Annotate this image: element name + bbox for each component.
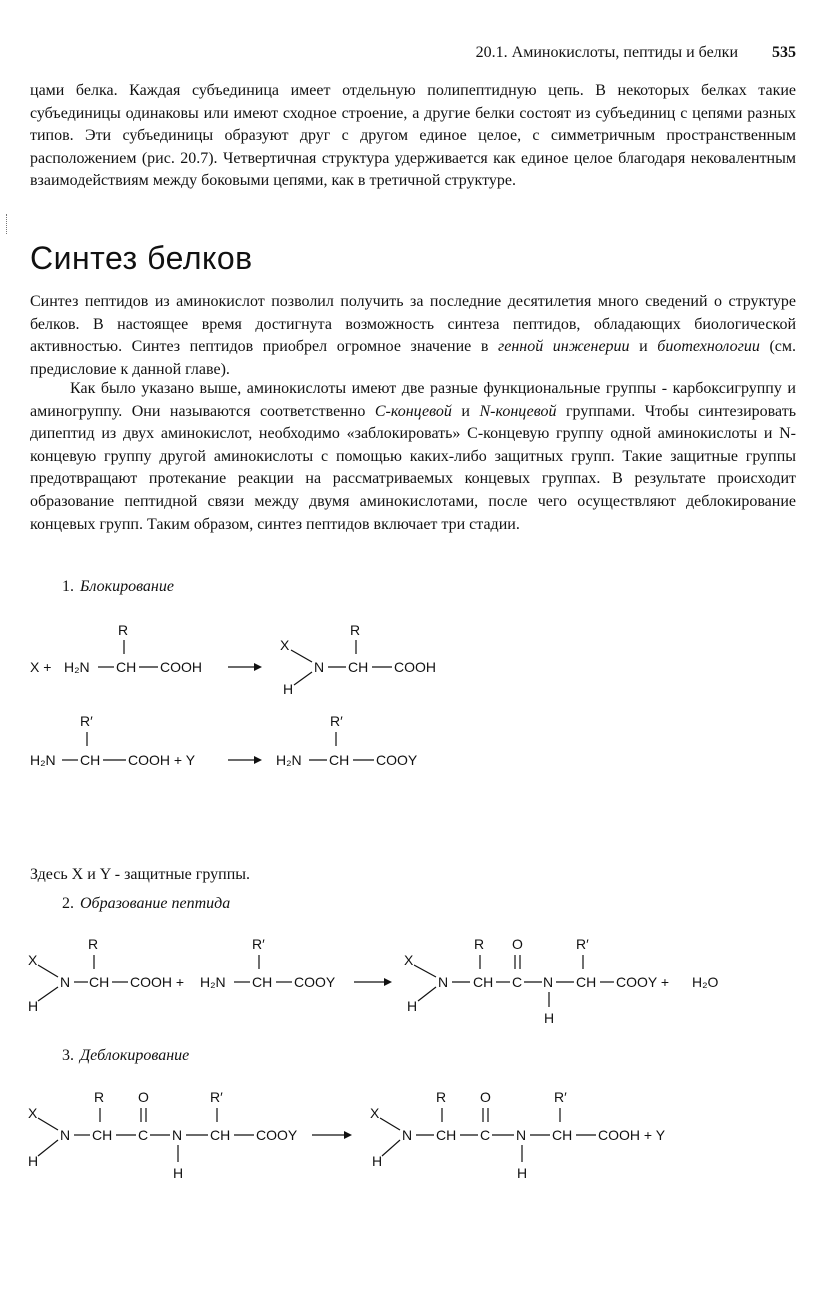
cooy-plus-label: COOY + [616,974,670,990]
r-prime-label: R′ [330,713,343,729]
ch-label: CH [552,1127,573,1143]
ch-label: CH [80,752,101,768]
step-2-label: Образование пептида [80,895,231,912]
r-prime-label: R′ [554,1089,567,1105]
r-label: R [350,622,361,638]
running-head-title: 20.1. Аминокислоты, пептиды и белки [475,44,738,61]
r-label: R [436,1089,447,1105]
p2-part3: группами. Чтобы синтезировать дипептид из двух аминокислот, необходимо «заблокировать» С-концевую группу одной аминокислоты и N-концевую группу другой аминокислоты с помощью каких-либо защитных групп. Такие защитные группы предотвращают протекание реакции на рассматриваемых концевых группах. В результате происходит образование пептидной связи между двумя аминокислотами, после чего осуществляют деблокирование концевых групп. Таким образом, синтез пептидов включает три стадии. [30,402,797,533]
step-1-number: 1. [62,578,74,595]
bond [382,1140,400,1156]
c-label: C [512,974,523,990]
h2n-label: H₂N [276,752,302,768]
step-3-heading [62,1047,189,1065]
n-label: N [60,1127,71,1143]
h-label: H [517,1165,528,1181]
intro-paragraph: цами белка. Каждая субъединица имеет отдельную полипептидную цепь. В некоторых белках такие субъединицы одинаковы или имеют сходное строение, а другие белки состоят из субъединиц с цепями разных типов. Эти субъединицы образуют друг с другом единое целое, с симметричным пространственным расположением (рис. 20.7). Четвертичная структура удерживается как единое целое благодаря нековалентным взаимодействиям между боковыми цепями, как в третичной структуре. [30,82,796,190]
ch-label: CH [252,974,273,990]
c-label: C [480,1127,491,1143]
h2n-label: H₂N [30,752,56,768]
step-3-number: 3. [62,1047,74,1064]
cooy-label: COOY [294,974,336,990]
h-label: H [28,998,39,1014]
running-head [30,40,796,66]
r-prime-label: R′ [210,1089,223,1105]
h2n-label: H₂N [200,974,226,990]
ch-label: CH [473,974,494,990]
c-label: C [138,1127,149,1143]
x-label: X [28,952,38,968]
h-label: H [173,1165,184,1181]
step-1-label: Блокирование [80,578,174,595]
scheme-deblocking [0,1078,816,1188]
ch-label: CH [89,974,110,990]
r-prime-label: R′ [80,713,93,729]
step-2-number: 2. [62,895,74,912]
paragraph-functional-groups [30,378,796,536]
h-label: H [283,681,294,697]
scheme-blocking [0,610,816,780]
paragraph-synthesis-intro [30,291,796,381]
bond [418,987,436,1001]
bond [414,965,436,977]
protecting-groups-note: Здесь X и Y - защитные группы. [30,866,250,883]
x-label: X [370,1105,380,1121]
x-label: X [280,637,290,653]
p2-part2: и [451,402,480,420]
term-biotechnology: биотехнологии [657,338,760,356]
cooh-plus-y-label: COOH + Y [128,752,196,768]
n-label: N [60,974,71,990]
bond [38,1118,58,1130]
r-label: R [474,936,485,952]
p1-conj: и [629,338,658,356]
x-label: X [404,952,414,968]
term-c-terminal: С-концевой [374,402,452,420]
ch-label: CH [116,659,137,675]
cooh-plus-y-label: COOH + Y [598,1127,666,1143]
h-label: H [372,1153,383,1169]
arrowhead [384,978,392,986]
step-2-heading [62,895,230,913]
ch-label: CH [576,974,597,990]
p1-text-after: (см. предисловие к данной главе). [30,338,796,378]
bond [380,1118,400,1130]
step-3-label: Деблокирование [80,1047,190,1064]
bond [294,672,312,685]
n-label: N [543,974,554,990]
h-label: H [544,1010,555,1026]
r-label: R [118,622,129,638]
scheme-peptide-formation [0,925,816,1030]
h-label: H [28,1153,39,1169]
cooh-label: COOH [160,659,202,675]
ch-label: CH [348,659,369,675]
ch-label: CH [436,1127,457,1143]
step-1-heading [62,578,174,596]
section-title: Синтез белков [30,240,253,276]
term-genetic-engineering: генной инженерии [497,338,630,356]
n-label: N [402,1127,413,1143]
x-label: X [28,1105,38,1121]
cooy-label: COOY [376,752,418,768]
p1-text-before: Синтез пептидов из аминокислот позволил получить за последние десятилетия много сведений о структуре белков. В настоящее время достигнута возможность синтеза пептидов, обладающих биологической активностью. Синтез пептидов приобрел огромное значение в [30,293,796,356]
bond [38,987,58,1001]
page-number: 535 [772,44,796,61]
bond [291,650,312,662]
arrowhead [254,756,262,764]
r-label: R [94,1089,105,1105]
term-n-terminal: N-концевой [479,402,557,420]
r-prime-label: R′ [576,936,589,952]
r-prime-label: R′ [252,936,265,952]
ch-label: CH [210,1127,231,1143]
r-label: R [88,936,99,952]
ch-label: CH [92,1127,113,1143]
h2n-label: H₂N [64,659,90,675]
arrowhead [254,663,262,671]
cooy-label: COOY [256,1127,298,1143]
h-label: H [407,998,418,1014]
arrowhead [344,1131,352,1139]
o-label: O [512,936,523,952]
n-label: N [172,1127,183,1143]
cooh-label: COOH [394,659,436,675]
h2o-label: H₂O [692,974,719,990]
bond [38,1140,58,1156]
n-label: N [314,659,325,675]
o-label: O [138,1089,149,1105]
margin-mark [6,214,9,234]
o-label: O [480,1089,491,1105]
bond [38,965,58,977]
ch-label: CH [329,752,350,768]
n-label: N [438,974,449,990]
p2-part1: Как было указано выше, аминокислоты имеют две разные функциональные группы - карбоксигруппу и аминогруппу. Они называются соответственно [30,380,796,420]
n-label: N [516,1127,527,1143]
cooh-plus-label: COOH + [130,974,185,990]
x-plus-label: X + [30,659,52,675]
